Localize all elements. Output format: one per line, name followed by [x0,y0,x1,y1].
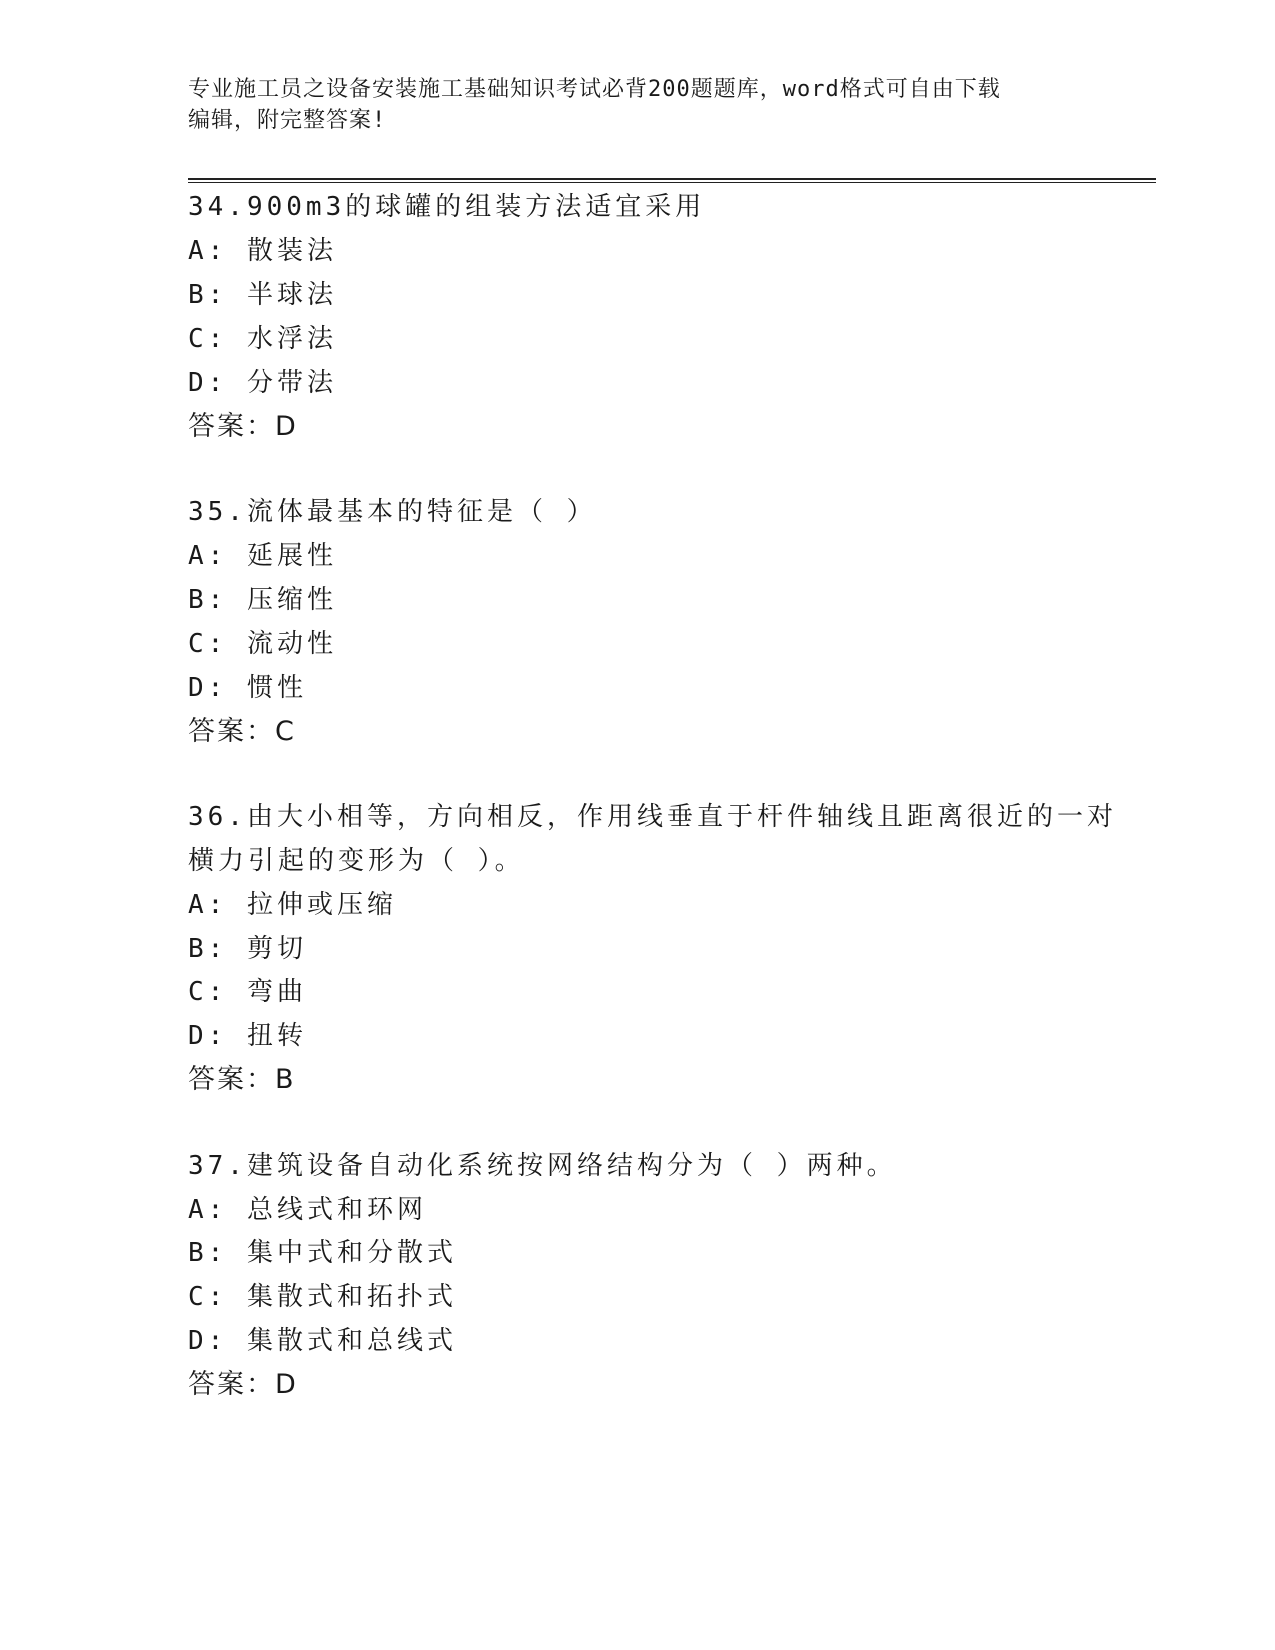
question-34-option-d: D: 分带法 [188,368,337,398]
question-36-option-a: A: 拉伸或压缩 [188,890,397,920]
question-37-option-c: C: 集散式和拓扑式 [188,1282,457,1312]
question-35-answer: 答案：C [188,716,296,747]
question-34-option-b: B: 半球法 [188,280,337,310]
header-title-line-2: 编辑，附完整答案! [188,108,387,133]
header-title-line-1: 专业施工员之设备安装施工基础知识考试必背200题题库，word格式可自由下载 [188,77,1001,102]
question-35-option-d: D: 惯性 [188,673,307,703]
question-37-answer: 答案：D [188,1369,298,1400]
question-36-answer: 答案：B [188,1064,296,1095]
question-37-stem: 37.建筑设备自动化系统按网络结构分为（ ）两种。 [188,1151,897,1181]
question-34-answer: 答案：D [188,411,298,442]
question-36-option-d: D: 扭转 [188,1021,307,1051]
question-36-stem-line-1: 36.由大小相等，方向相反，作用线垂直于杆件轴线且距离很近的一对 [188,802,1117,832]
question-35-stem: 35.流体最基本的特征是（ ） [188,497,597,527]
question-36-option-b: B: 剪切 [188,934,307,964]
document-header [188,74,1068,136]
question-36-stem-line-2: 横力引起的变形为（ ）。 [188,846,525,876]
question-35-option-b: B: 压缩性 [188,585,337,615]
question-37-option-d: D: 集散式和总线式 [188,1326,457,1356]
question-35-option-a: A: 延展性 [188,541,337,571]
question-34-stem: 34.900m3的球罐的组装方法适宜采用 [188,192,706,222]
question-36-option-c: C: 弯曲 [188,977,307,1007]
question-37-option-a: A: 总线式和环网 [188,1195,427,1225]
question-37-option-b: B: 集中式和分散式 [188,1238,457,1268]
header-divider [188,178,1156,183]
question-34-option-a: A: 散装法 [188,236,337,266]
question-34-option-c: C: 水浮法 [188,324,337,354]
question-35-option-c: C: 流动性 [188,629,337,659]
